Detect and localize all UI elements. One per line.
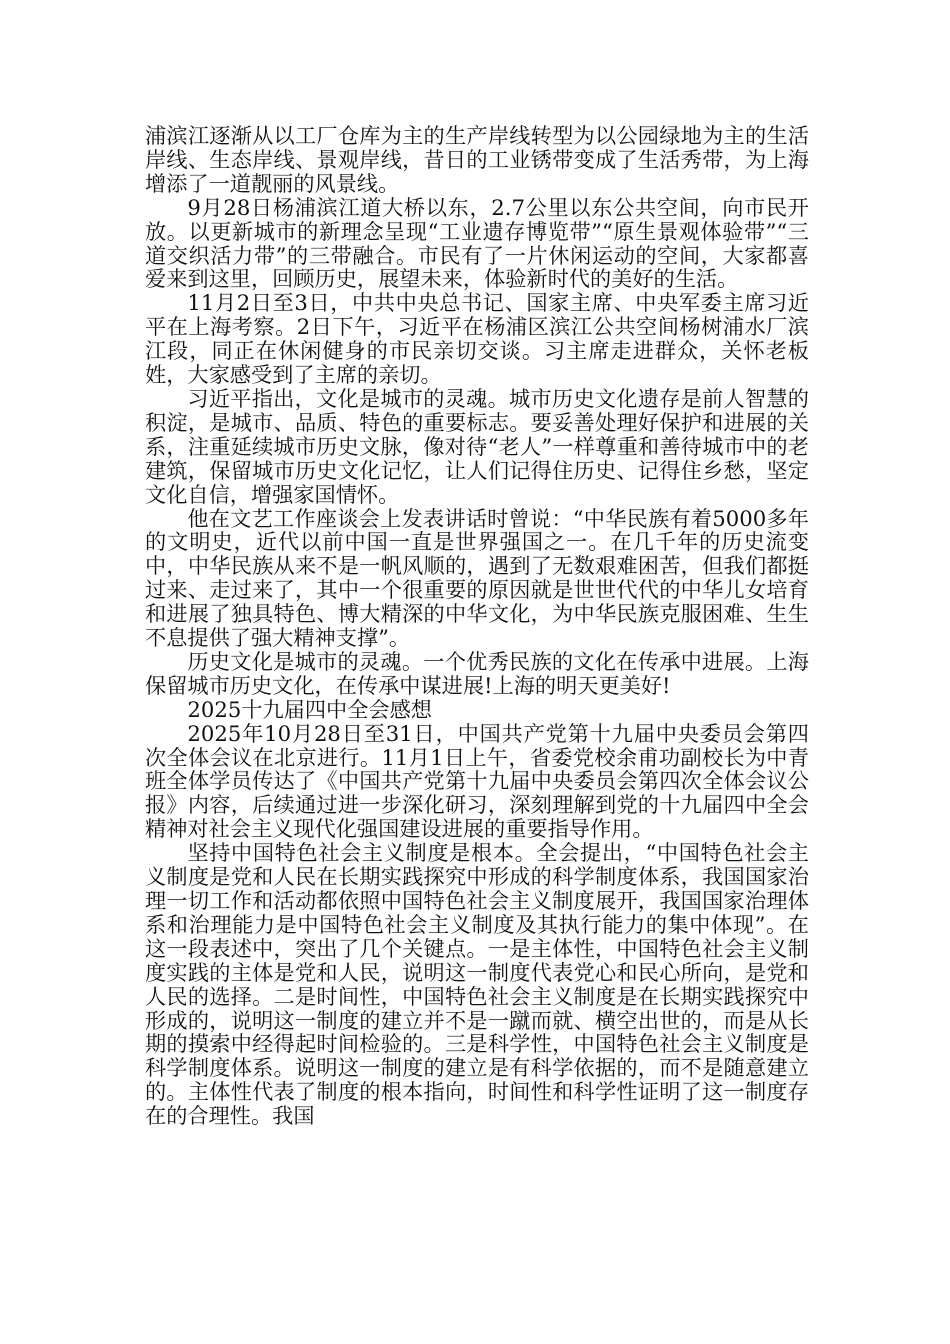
- paragraph: 浦滨江逐渐从以工厂仓库为主的生产岸线转型为以公园绿地为主的生活岸线、生态岸线、景观岸线，昔日的工业锈带变成了生活秀带，为上海增添了一道靓丽的风景线。: [145, 123, 809, 196]
- paragraph: 他在文艺工作座谈会上发表讲话时曾说：“中华民族有着5000多年的文明史，近代以前中国一直是世界强国之一。在几千年的历史流变中，中华民族从来不是一帆风顺的，遇到了无数艰难困苦，但我们都挺过来、走过来了，其中一个很重要的原因就是世世代代的中华儿女培育和进展了独具特色、博大精深的中华文化，为中华民族克服困难、生生不息提供了强大精神支撑”。: [145, 505, 809, 651]
- section-heading: 2025十九届四中全会感想: [187, 696, 432, 722]
- paragraph: 2025年10月28日至31日，中国共产党第十九届中央委员会第四次全体会议在北京进行。11月1日上午，省委党校余甫功副校长为中青班全体学员传达了《中国共产党第十九届中央委员会第四次全体会议公报》内容，后续通过进一步深化研习，深刻理解到党的十九届四中全会精神对社会主义现代化强国建设进展的重要指导作用。: [145, 720, 809, 842]
- paragraph: 11月2日至3日，中共中央总书记、国家主席、中央军委主席习近平在上海考察。2日下午，习近平在杨浦区滨江公共空间杨树浦水厂滨江段，同正在休闲健身的市民亲切交谈。习主席走进群众，关怀老板姓，大家感受到了主席的亲切。: [145, 290, 809, 388]
- document-page: [145, 124, 809, 1128]
- paragraph: 习近平指出，文化是城市的灵魂。城市历史文化遗存是前人智慧的积淀，是城市、品质、特色的重要标志。要妥善处理好保护和进展的关系，注重延续城市历史文脉，像对待“老人”一样尊重和善待城市中的老建筑，保留城市历史文化记忆，让人们记得住历史、记得住乡愁，坚定文化自信，增强家国情怀。: [145, 385, 809, 507]
- paragraph: 9月28日杨浦滨江道大桥以东，2.7公里以东公共空间，向市民开放。以更新城市的新理念呈现“工业遗存博览带”“原生景观体验带”“三道交织活力带”的三带融合。市民有了一片休闲运动的空间，大家都喜爱来到这里，回顾历史，展望未来，体验新时代的美好的生活。: [145, 194, 809, 292]
- paragraph: 坚持中国特色社会主义制度是根本。全会提出，“中国特色社会主义制度是党和人民在长期实践探究中形成的科学制度体系，我国国家治理一切工作和活动都依照中国特色社会主义制度展开，我国国家治理体系和治理能力是中国特色社会主义制度及其执行能力的集中体现”。在这一段表述中，突出了几个关键点。一是主体性，中国特色社会主义制度实践的主体是党和人民，说明这一制度代表党心和民心所向，是党和人民的选择。二是时间性，中国特色社会主义制度是在长期实践探究中形成的，说明这一制度的建立并不是一蹴而就、横空出世的，而是从长期的摸索中经得起时间检验的。三是科学性，中国特色社会主义制度是科学制度体系。说明这一制度的建立是有科学依据的，而不是随意建立的。主体性代表了制度的根本指向，时间性和科学性证明了这一制度存在的合理性。我国: [145, 840, 809, 1129]
- paragraph: 历史文化是城市的灵魂。一个优秀民族的文化在传承中进展。上海保留城市历史文化，在传承中谋进展!上海的明天更美好!: [145, 648, 809, 698]
